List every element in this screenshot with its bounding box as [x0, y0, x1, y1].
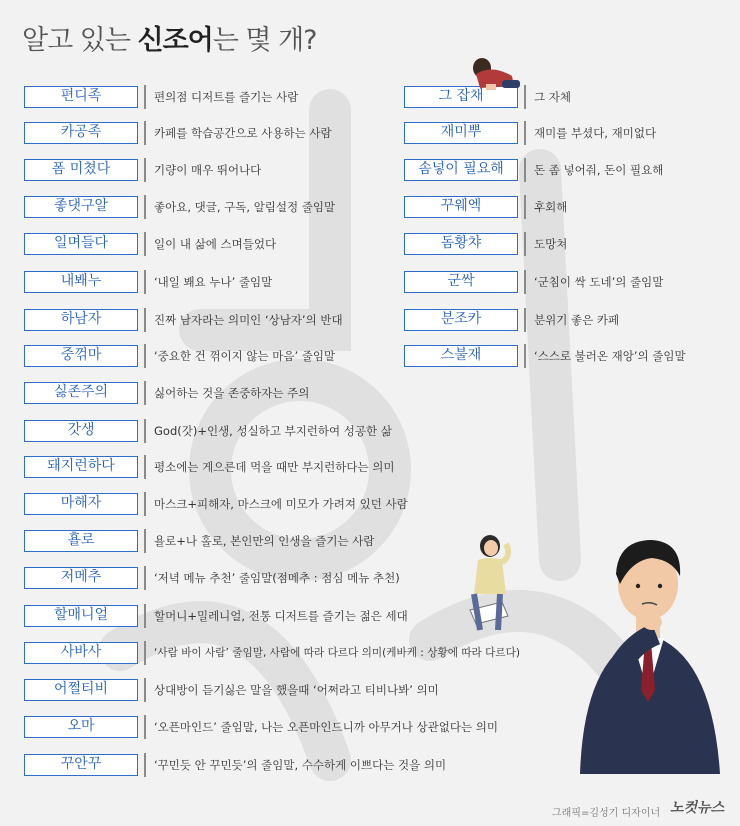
term-description: ‘군침이 싹 도네’의 줄임말	[534, 275, 664, 289]
divider	[524, 121, 526, 145]
divider	[144, 753, 146, 777]
divider	[144, 641, 146, 665]
term-label: 그 잡채	[404, 86, 518, 108]
title-prefix: 알고 있는	[22, 25, 138, 56]
divider	[524, 195, 526, 219]
term-description: 편의점 디저트를 즐기는 사람	[154, 90, 299, 104]
term-description: 할머니+밀레니얼, 전통 디저트를 즐기는 젊은 세대	[154, 609, 408, 623]
term-label: 중꺾마	[24, 345, 138, 367]
term-description: 돈 좀 넣어줘, 돈이 필요해	[534, 163, 664, 177]
term-description: 욜로+나 홀로, 본인만의 인생을 즐기는 사람	[154, 534, 375, 548]
term-description: 그 자체	[534, 90, 571, 104]
term-label: 싫존주의	[24, 382, 138, 404]
divider	[524, 232, 526, 256]
term-label: 카공족	[24, 122, 138, 144]
term-label: 꾸안꾸	[24, 754, 138, 776]
term-description: 카페를 학습공간으로 사용하는 사람	[154, 126, 332, 140]
divider	[144, 715, 146, 739]
divider	[144, 85, 146, 109]
term-description: 평소에는 게으른데 먹을 때만 부지런하다는 의미	[154, 460, 395, 474]
term-label: 분조카	[404, 309, 518, 331]
term-label: 사바사	[24, 642, 138, 664]
title-highlight: 신조어	[137, 25, 213, 56]
term-label: 스불재	[404, 345, 518, 367]
divider	[144, 529, 146, 553]
term-label: 좋댓구알	[24, 196, 138, 218]
term-label: 재미뿌	[404, 122, 518, 144]
term-label: 폼 미쳤다	[24, 159, 138, 181]
term-description: 분위기 좋은 카페	[534, 313, 620, 327]
term-description: 상대방이 듣기싫은 말을 했을때 ‘어쩌라고 티비나봐’ 의미	[154, 683, 439, 697]
term-description: ‘오픈마인드’ 줄임말, 나는 오픈마인드니까 아무거나 상관없다는 의미	[154, 720, 498, 734]
term-description: 일이 내 삶에 스며들었다	[154, 237, 277, 251]
term-label: 솜넣이 필요해	[404, 159, 518, 181]
term-description: 기량이 매우 뛰어나다	[154, 163, 262, 177]
divider	[144, 195, 146, 219]
term-label: 오마	[24, 716, 138, 738]
term-label: 군싹	[404, 271, 518, 293]
term-label: 꾸웨엑	[404, 196, 518, 218]
term-description: ‘내일 봬요 누나’ 줄임말	[154, 275, 273, 289]
term-description: 재미를 부셨다, 재미없다	[534, 126, 657, 140]
divider	[144, 121, 146, 145]
term-description: ‘중요한 건 꺾이지 않는 마음’ 줄임말	[154, 349, 336, 363]
term-description: 도망쳐	[534, 237, 568, 251]
term-description: 좋아요, 댓글, 구독, 알림설정 줄임말	[154, 200, 336, 214]
term-description: 싫어하는 것을 존중하자는 주의	[154, 386, 310, 400]
term-label: 어쩔티비	[24, 679, 138, 701]
term-description: 마스크+피해자, 마스크에 미모가 가려져 있던 사람	[154, 497, 408, 511]
divider	[144, 566, 146, 590]
term-description: ‘저녁 메뉴 추천’ 줄임말(점메추 : 점심 메뉴 추천)	[154, 571, 400, 585]
graphic-credit: 그래픽=김성기 디자이너	[552, 808, 661, 819]
term-label: 갓생	[24, 420, 138, 442]
term-label: 할매니얼	[24, 605, 138, 627]
divider	[144, 270, 146, 294]
divider	[524, 158, 526, 182]
term-description: ‘사람 바이 사람’ 줄임말, 사람에 따라 다르다 의미(케바케 : 상황에 따라 다르다)	[154, 647, 520, 659]
term-label: 내봬누	[24, 271, 138, 293]
divider	[144, 158, 146, 182]
term-label: 일며들다	[24, 233, 138, 255]
divider	[144, 604, 146, 628]
term-label: 횰로	[24, 530, 138, 552]
divider	[524, 344, 526, 368]
divider	[144, 492, 146, 516]
term-description: 후회해	[534, 200, 568, 214]
term-description: God(갓)+인생, 성실하고 부지런하여 성공한 삶	[154, 424, 392, 438]
divider	[524, 308, 526, 332]
thinking-man-illustration	[560, 522, 736, 774]
term-label: 하남자	[24, 309, 138, 331]
term-label: 저메추	[24, 567, 138, 589]
woman-with-papers-illustration	[456, 532, 532, 632]
divider	[144, 344, 146, 368]
divider	[144, 678, 146, 702]
divider	[524, 270, 526, 294]
term-label: 돼지런하다	[24, 456, 138, 478]
title-suffix: 는 몇 개?	[212, 25, 317, 56]
crouching-person-illustration	[462, 54, 526, 94]
term-label: 편디족	[24, 86, 138, 108]
term-description: ‘스스로 불러온 재앙’의 줄임말	[534, 349, 686, 363]
publisher-logo: 노컷뉴스	[670, 800, 725, 816]
term-label: 마해자	[24, 493, 138, 515]
term-description: 진짜 남자라는 의미인 ‘상남자’의 반대	[154, 313, 343, 327]
divider	[144, 381, 146, 405]
divider	[144, 455, 146, 479]
divider	[144, 308, 146, 332]
page-title	[22, 18, 317, 57]
divider	[144, 419, 146, 443]
term-description: ‘꾸민듯 안 꾸민듯’의 줄임말, 수수하게 이쁘다는 것을 의미	[154, 758, 447, 772]
divider	[144, 232, 146, 256]
term-label: 돔황챠	[404, 233, 518, 255]
